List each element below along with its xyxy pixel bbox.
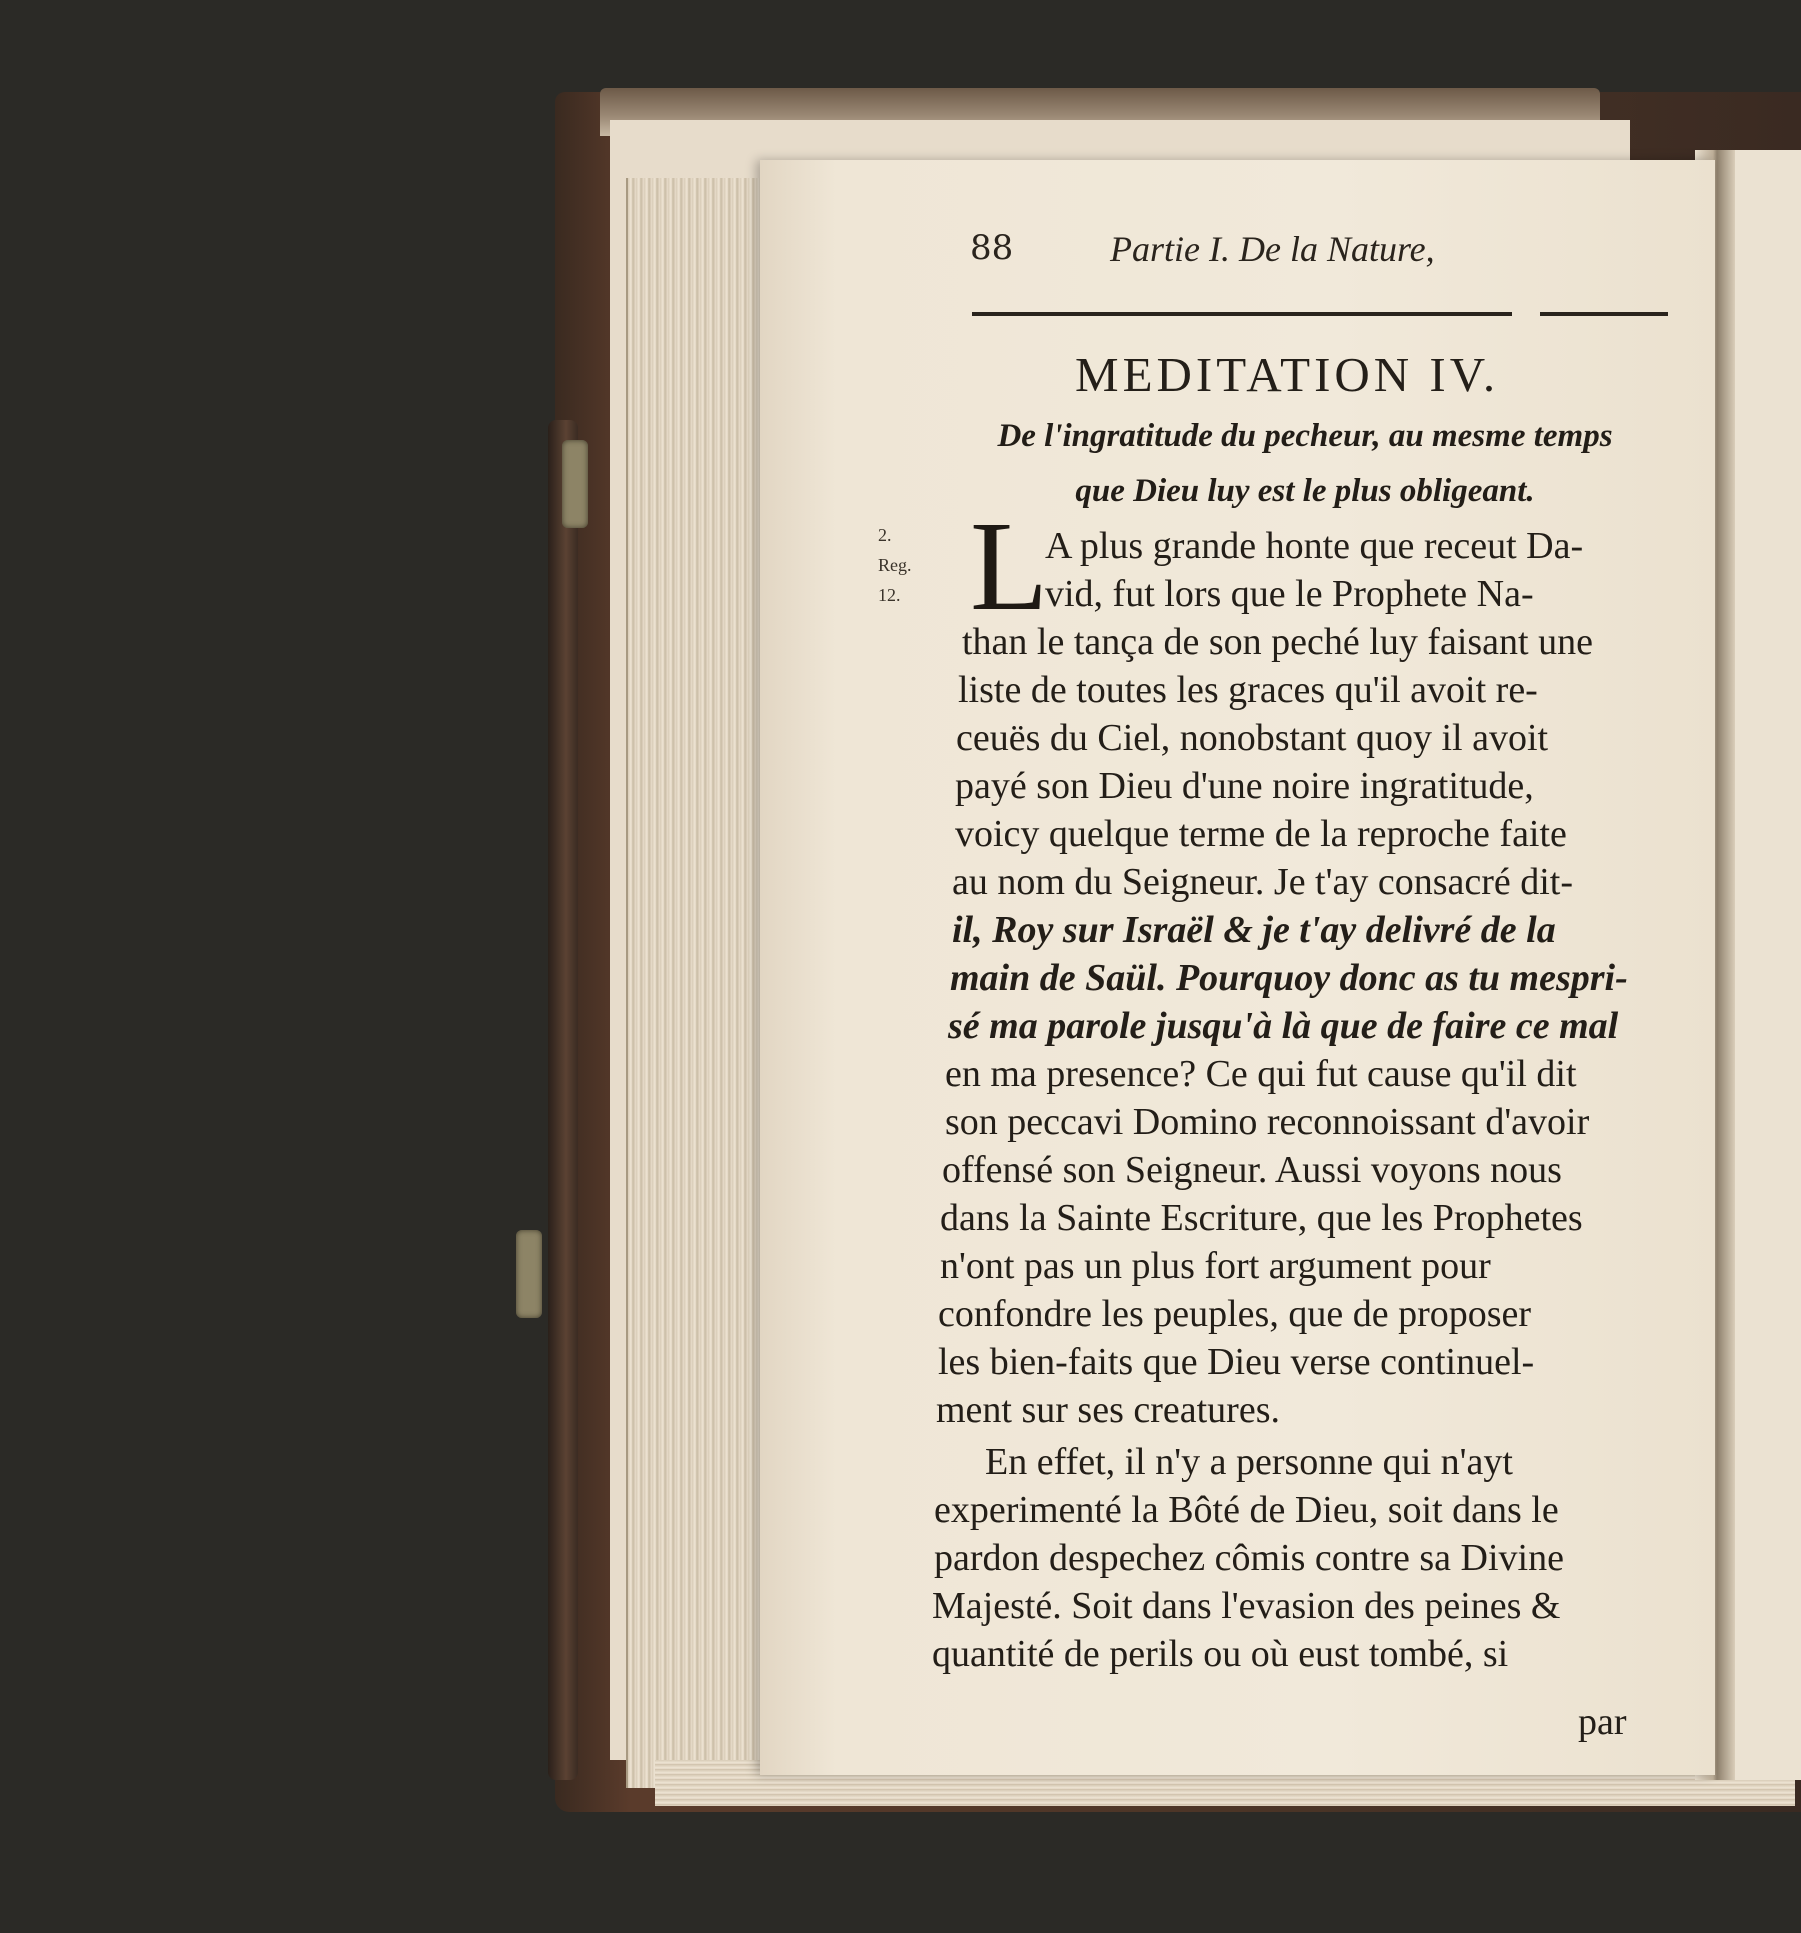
- body-line: Majesté. Soit dans l'evasion des peines &: [932, 1585, 1561, 1627]
- body-line: pardon despechez cômis contre sa Divine: [934, 1537, 1564, 1579]
- body-line: experimenté la Bôté de Dieu, soit dans le: [934, 1489, 1559, 1531]
- body-line: il, Roy sur Israël & je t'ay delivré de la: [952, 909, 1556, 951]
- body-line: les bien-faits que Dieu verse continuel-: [938, 1341, 1535, 1383]
- header-rule-right: [1540, 312, 1668, 316]
- body-line: quantité de perils ou où eust tombé, si: [932, 1633, 1509, 1675]
- subtitle-line: que Dieu luy est le plus obligeant.: [1075, 473, 1535, 509]
- running-head: [970, 228, 1670, 278]
- body-line: vid, fut lors que le Prophete Na-: [1045, 573, 1534, 615]
- book-spine: [548, 420, 578, 1780]
- body-line: voicy quelque terme de la reproche faite: [955, 813, 1567, 855]
- margin-reference-line: Reg.: [878, 555, 912, 575]
- meditation-title: MEDITATION IV.: [1075, 347, 1500, 402]
- body-line: payé son Dieu d'une noire ingratitude,: [955, 765, 1534, 807]
- body-line: ceuës du Ciel, nonobstant quoy il avoit: [956, 717, 1549, 759]
- body-line: ment sur ses creatures.: [936, 1389, 1280, 1431]
- header-rule-left: [972, 312, 1512, 316]
- body-line: son peccavi Domino reconnoissant d'avoir: [945, 1101, 1590, 1143]
- page-number: 88: [970, 228, 1014, 268]
- body-line: au nom du Seigneur. Je t'ay consacré dit-: [952, 861, 1574, 903]
- margin-reference-line: 12.: [878, 585, 901, 605]
- drop-cap: L: [970, 495, 1049, 637]
- body-line: dans la Sainte Escriture, que les Prophetes: [940, 1197, 1583, 1239]
- margin-reference: [878, 520, 938, 610]
- margin-reference-line: 2.: [878, 525, 892, 545]
- running-title: Partie I. De la Nature,: [1110, 229, 1435, 269]
- body-line: offensé son Seigneur. Aussi voyons nous: [942, 1149, 1562, 1191]
- subtitle-line: De l'ingratitude du pecheur, au mesme temps: [997, 418, 1613, 454]
- catchword: par: [1578, 1701, 1627, 1743]
- body-line: sé ma parole jusqu'à là que de faire ce mal: [948, 1005, 1619, 1047]
- body-line: main de Saül. Pourquoy donc as tu mespri-: [950, 957, 1628, 999]
- body-line: en ma presence? Ce qui fut cause qu'il dit: [945, 1053, 1577, 1095]
- body-line: n'ont pas un plus fort argument pour: [940, 1245, 1491, 1287]
- body-line: A plus grande honte que receut Da-: [1045, 525, 1584, 567]
- clasp-upper: [562, 440, 588, 528]
- body-line: than le tança de son peché luy faisant une: [962, 621, 1593, 663]
- body-line: En effet, il n'y a personne qui n'ayt: [985, 1441, 1513, 1483]
- facing-page: [1728, 150, 1801, 1780]
- body-line: liste de toutes les graces qu'il avoit re-: [958, 669, 1538, 711]
- clasp-lower: [516, 1230, 542, 1318]
- body-line: confondre les peuples, que de proposer: [938, 1293, 1532, 1335]
- page-stack-edge: [626, 178, 768, 1788]
